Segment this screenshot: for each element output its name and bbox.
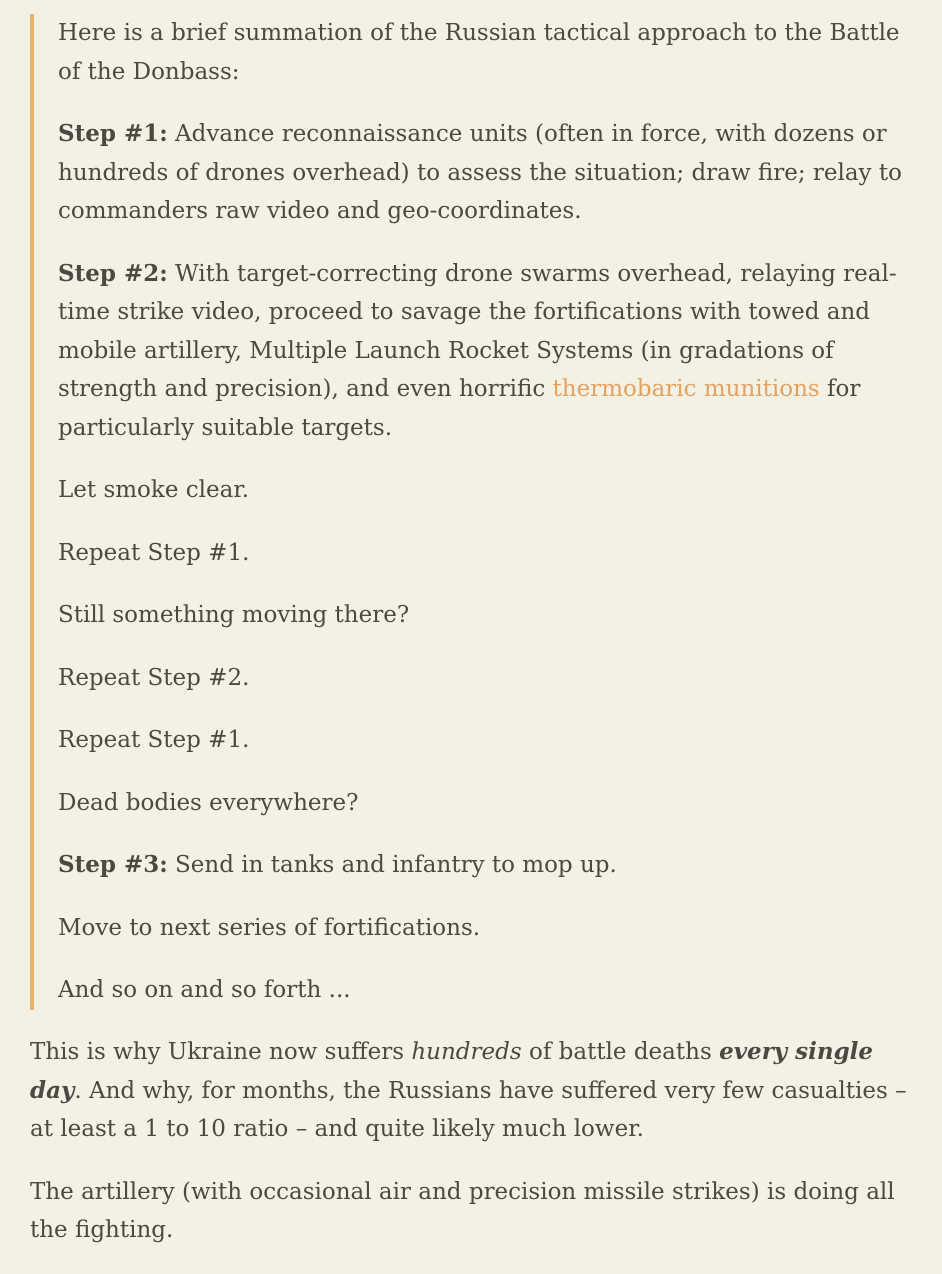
- step-3-label: Step #3:: [58, 851, 168, 878]
- step-3-text: Send in tanks and infantry to mop up.: [167, 852, 617, 878]
- step-2-paragraph: [58, 255, 910, 448]
- line-repeat-step-1: Repeat Step #1.: [58, 539, 250, 566]
- step-2-text-before: With target-correcting drone swarms overhead, relaying real-time strike video, proceed to savage the fortifications with towed and mobile artillery, Multiple Launch Rocket Systems (in gradations of strength and precision), and even horrific: [58, 260, 897, 402]
- step-1-paragraph: [58, 115, 910, 231]
- thermobaric-munitions-link[interactable]: thermobaric munitions: [552, 376, 820, 402]
- step-1-text: Advance reconnaissance units (often in force, with dozens or hundreds of drones overhead) to assess the situation; draw fire; relay to commanders raw video and geo-coordinates.: [58, 121, 902, 224]
- step-2-label: Step #2:: [58, 259, 168, 287]
- step-2-text-after: for particularly suitable targets.: [58, 376, 861, 441]
- body-p1-text-a: This is why Ukraine now suffers: [30, 1039, 412, 1065]
- line-let-smoke-clear: Let smoke clear.: [58, 477, 250, 503]
- body-p1-emphasis: hundreds: [411, 1039, 522, 1065]
- body-paragraph-1: [30, 1033, 910, 1149]
- line-move-next: Move to next series of fortifications.: [58, 914, 481, 941]
- line-still-moving: Still something moving there?: [58, 602, 410, 628]
- blockquote: [30, 14, 910, 1010]
- body-p1-strong-emphasis: every single day: [30, 1038, 874, 1104]
- line-repeat-step-1-again: Repeat Step #1.: [58, 727, 250, 753]
- line-and-so-on: And so on and so forth ...: [58, 977, 351, 1003]
- body-p1-text-b: of battle deaths: [521, 1039, 720, 1065]
- body-p1-text-c: . And why, for months, the Russians have suffered very few casualties – at least a 1 to 10 ratio – and quite likely much lower.: [30, 1077, 907, 1142]
- body-text: [30, 1033, 910, 1274]
- step-1-label: Step #1:: [58, 120, 168, 147]
- step-3-paragraph: [58, 846, 910, 885]
- quote-intro: Here is a brief summation of the Russian tactical approach to the Battle of the Donbass:: [58, 20, 900, 85]
- body-paragraph-2: The artillery (with occasional air and precision missile strikes) is doing all the fighting.: [30, 1178, 895, 1243]
- line-dead-bodies: Dead bodies everywhere?: [58, 789, 359, 816]
- line-repeat-step-2: Repeat Step #2.: [58, 664, 250, 691]
